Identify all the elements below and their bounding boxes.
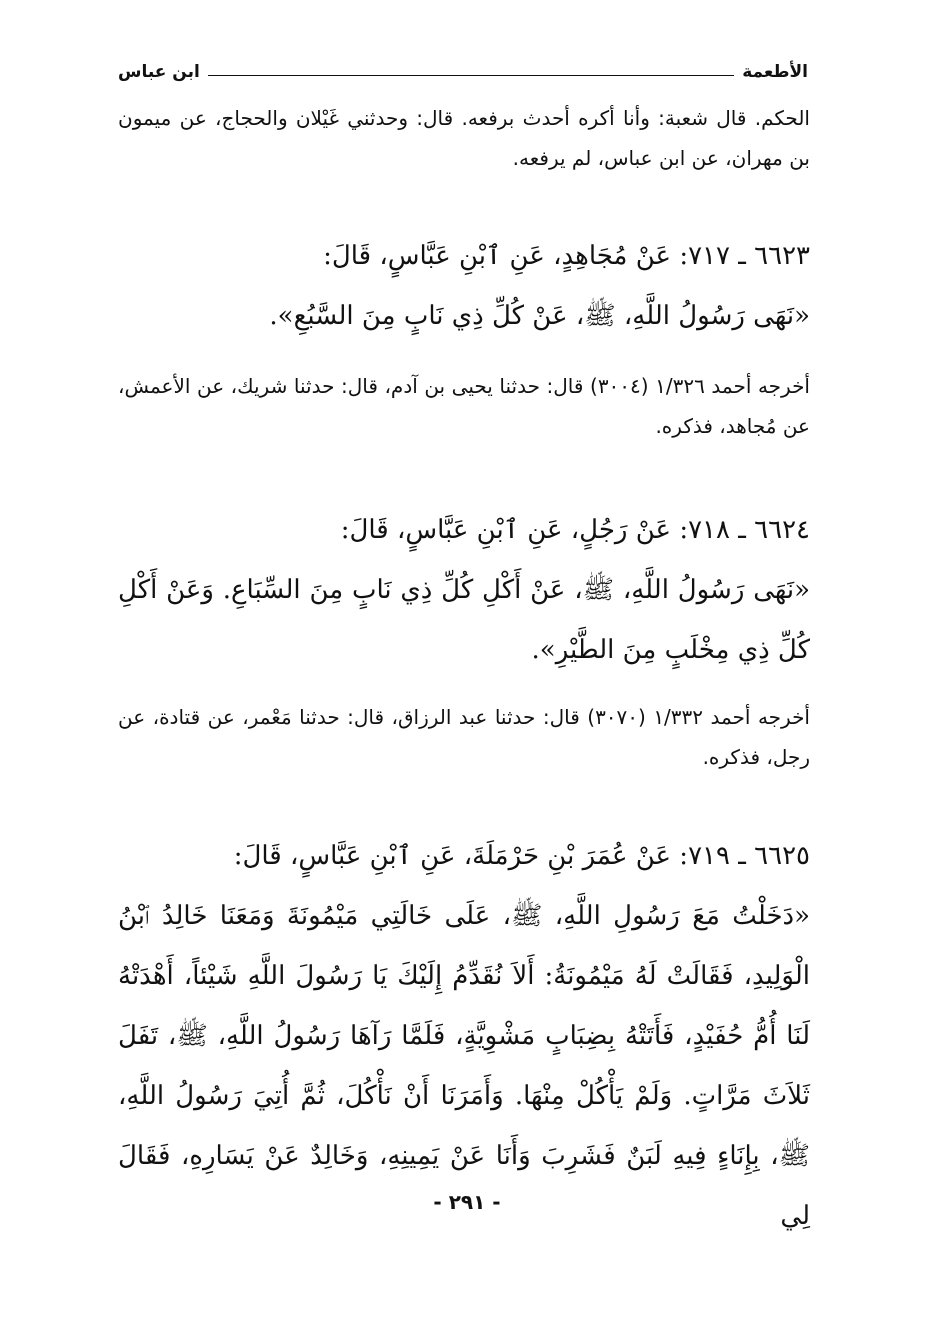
hadith-text: «نَهَى رَسُولُ اللَّهِ، ﷺ، عَنْ كُلِّ ذِي نَابٍ مِنَ السَّبُعِ». <box>269 301 810 331</box>
hadith-heading: ٦٦٢٥ ـ ٧١٩: عَنْ عُمَرَ بْنِ حَرْمَلَةَ، عَنِ ٱبْنِ عَبَّاسٍ، قَالَ: <box>233 841 810 871</box>
hadith-entry <box>118 500 810 680</box>
hadith-heading: ٦٦٢٤ ـ ٧١٨: عَنْ رَجُلٍ، عَنِ ٱبْنِ عَبَّاسٍ، قَالَ: <box>340 515 810 545</box>
header-rule <box>208 75 734 76</box>
hadith-text: «دَخَلْتُ مَعَ رَسُولِ اللَّهِ، ﷺ، عَلَى خَالَتِي مَيْمُونَةَ وَمَعَنَا خَالِدُ ٱبْنُ الْوَلِيدِ، فَقَالَتْ لَهُ مَيْمُونَةُ: أَلاَ نُقَدِّمُ إِلَيْكَ يَا رَسُولَ اللَّهِ شَيْئاً، أَهْدَتْهُ لَنَا أُمُّ حُفَيْدٍ، فَأَتَتْهُ بِضِبَابٍ مَشْوِيَّةٍ، فَلَمَّا رَآهَا رَسُولُ اللَّهِ، ﷺ، تَفَلَ ثَلاَثَ مَرَّاتٍ. وَلَمْ يَأْكُلْ مِنْهَا. وَأَمَرَنَا أَنْ نَأْكُلَ، ثُمَّ أُتِيَ رَسُولُ اللَّهِ، ﷺ، بِإِنَاءٍ فِيهِ لَبَنٌ فَشَرِبَ وَأَنَا عَنْ يَمِينِهِ، وَخَالِدٌ عَنْ يَسَارِهِ، فَقَالَ لِي <box>118 901 810 1231</box>
section-title: ابن عباس <box>118 62 200 82</box>
takhrij-note: أخرجه أحمد ١/٣٢٦ (٣٠٠٤) قال: حدثنا يحيى بن آدم، قال: حدثنا شريك، عن الأعمش، عن مُجاهد، فذكره. <box>118 374 810 438</box>
hadith-text: «نَهَى رَسُولُ اللَّهِ، ﷺ، عَنْ أَكْلِ كُلِّ ذِي نَابٍ مِنَ السِّبَاعِ. وَعَنْ أَكْلِ كُلِّ ذِي مِخْلَبٍ مِنَ الطَّيْرِ». <box>118 575 810 665</box>
intro-paragraph: الحكم. قال شعبة: وأنا أكره أحدث برفعه. قال: وحدثني غَيْلان والحجاج، عن ميمون بن مهران، عن ابن عباس، لم يرفعه. <box>118 106 810 170</box>
hadith-entry <box>118 826 810 1246</box>
hadith-heading: ٦٦٢٣ ـ ٧١٧: عَنْ مُجَاهِدٍ، عَنِ ٱبْنِ عَبَّاسٍ، قَالَ: <box>323 241 810 271</box>
chapter-title: الأطعمة <box>742 62 808 82</box>
hadith-entry <box>118 226 810 346</box>
page-number: - ٢٩١ - <box>433 1190 501 1214</box>
running-header <box>118 58 808 86</box>
takhrij-note: أخرجه أحمد ١/٣٣٢ (٣٠٧٠) قال: حدثنا عبد الرزاق، قال: حدثنا مَعْمر، عن قتادة، عن رجل، فذكره. <box>118 705 810 769</box>
